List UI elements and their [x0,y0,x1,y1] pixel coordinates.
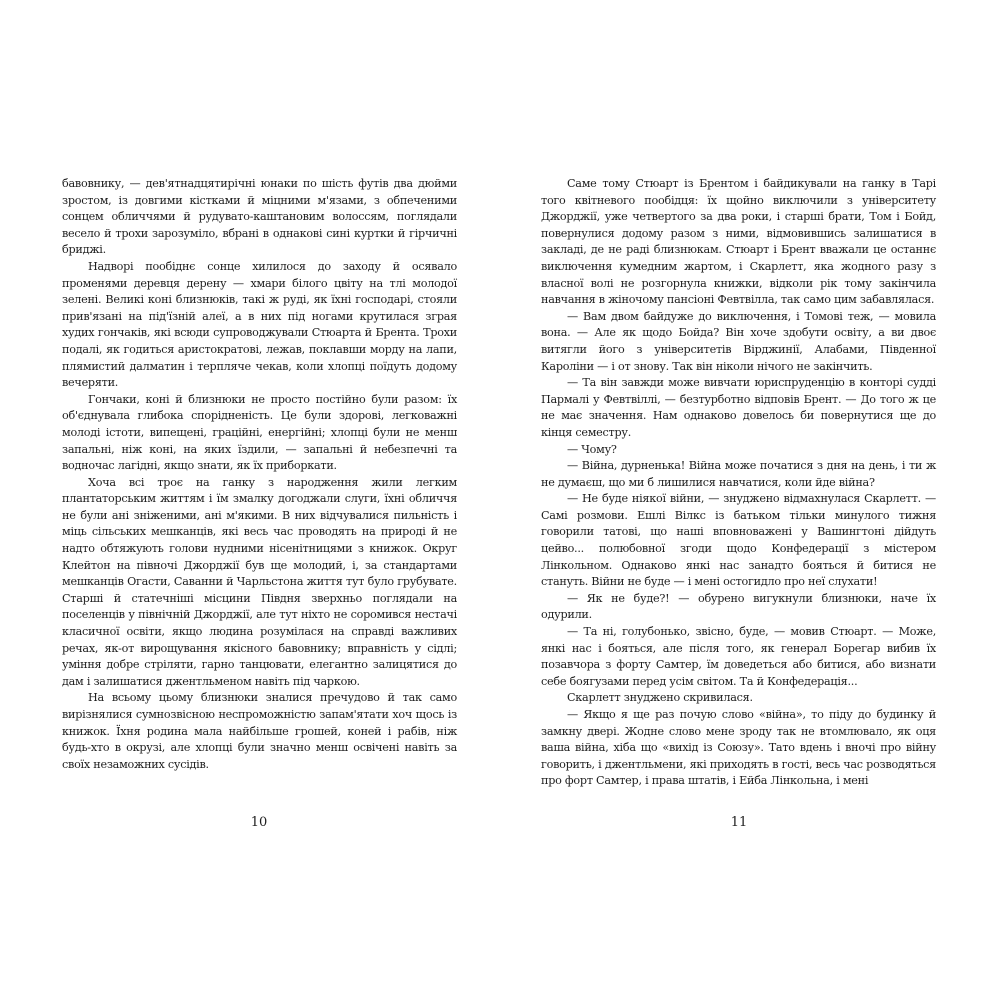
page-number-left: 10 [250,815,268,830]
left-paragraph-3: Гончаки, коні й близнюки не просто постійно були разом: їх об'єднувала глибока спорідненість. Це були здорові, легковажні молоді істоти, випещені, граційні, енергійні; хлопці були не менш запальні, ніж коні, на яких їздили, — запальні й небезпечні та водночас лагідні, якщо знати, як їх приборкати. [62,392,457,473]
right-paragraph-3: — Та він завжди може вивчати юриспруденцію в конторі судді Пармалі у Февтвіллі, — безтурботно відповів Брент. — До того ж це не має значення. Нам однаково довелось би повернутися ще до кінця семестру. [541,376,936,439]
right-page [541,176,936,790]
left-page [62,176,457,773]
right-paragraph-1: Саме тому Стюарт із Брентом і байдикували на ганку в Тарі того квітневого пообідця: їх щойно виключили з університету Джорджії, уже четвертого за два роки, і старші брати, Том і Бойд, повернулися додому разом з ними, відмовившись залишатися в закладі, де не раді близнюкам. Стюарт і Брент вважали це останнє виключення кумедним жартом, і Скарлетт, яка жодного разу з власної волі не розгорнула книжки, відколи рік тому закінчила навчання в жіночому пансіоні Февтвілла, так само цим забавлялася. [541,177,936,307]
right-paragraph-9: Скарлетт знуджено скривилася. [567,691,753,705]
left-paragraph-4: Хоча всі троє на ганку з народження жили легким плантаторським життям і їм змалку догоджали слуги, їхні обличчя не були ані зніженими, ані м'якими. В них відчувалися пильність і міць сільських мешканців, які весь час проводять на природі й не надто обтяжують голови нудними нісенітницями з книжок. Округ Клейтон на півночі Джорджії був ще молодий, і, за стандартами мешканців Огасти, Саванни й Чарльстона життя тут було грубувате. Старші й статечніші місцини Півдня зверхньо поглядали на поселенців у північній Джорджії, але тут ніхто не соромився нестачі класичної освіти, якщо людина розумілася на справді важливих речах, як-от вирощування якісного бавовнику; вправність у сідлі; уміння добре стріляти, гарно танцювати, елегантно залицятися до дам і залишатися джентльменом навіть під чаркою. [62,475,457,688]
left-paragraph-5: На всьому цьому близнюки зналися пречудово й так само вирізнялися сумнозвісною неспроможністю запам'ятати хоч щось із книжок. Їхня родина мала найбільше грошей, коней і рабів, ніж будь-хто в окрузі, але хлопці були значно менш освічені навіть за своїх незаможних сусідів. [62,691,457,771]
right-paragraph-6: — Не буде ніякої війни, — знуджено відмахнулася Скарлетт. — Самі розмови. Ешлі Вілкс із батьком тільки минулого тижня говорили татові, що наші вповноважені у Вашингтоні дійдуть цейво... полюбовної згоди щодо Конфедерації з містером Лінкольном. Однаково янкі нас занадто бояться й битися не стануть. Війни не буде — і мені остогидло про неї слухати! [541,492,936,589]
right-paragraph-4: — Чому? [567,442,617,456]
right-paragraph-10: — Якщо я ще раз почую слово «війна», то піду до будинку й замкну двері. Жодне слово мене зроду так не втомлювало, як оця ваша війна, хіба що «вихід із Союзу». Тато вдень і вночі про війну говорить, і джентльмени, які приходять в гості, весь час розводяться про форт Самтер, і права штатів, і Ейба Лінкольна, і мені [541,708,936,788]
left-paragraph-2: Надворі пообіднє сонце хилилося до заходу й осявало променями деревця дерену — хмари білого цвіту на тлі молодої зелені. Великі коні близнюків, такі ж руді, як їхні господарі, стояли прив'язані на під'їзній алеї, а в них під ногами крутилася зграя худих гончаків, які всюди супроводжували Стюарта й Брента. Трохи подалі, як годиться аристократові, лежав, поклавши морду на лапи, плямистий далматин і терпляче чекав, коли хлопці поїдуть додому вечеряти. [62,259,457,390]
left-paragraph-1: бавовнику, — дев'ятнадцятирічні юнаки по шість футів два дюйми зростом, із довгими кістками й міцними м'язами, з обпеченими сонцем обличчями й рудувато-каштановим волоссям, поглядали весело й трохи зарозуміло, вбрані в однакові сині куртки й гірчичні бриджі. [62,177,457,257]
right-paragraph-5: — Війна, дурненька! Війна може початися з дня на день, і ти ж не думаєш, що ми б лишилися навчатися, коли йде війна? [541,459,936,489]
right-paragraph-8: — Та ні, голубонько, звісно, буде, — мовив Стюарт. — Може, янкі нас і бояться, але після того, як генерал Борегар вибив їх позавчора з форту Самтер, їм доведеться або битися, або визнати себе боягузами перед усім світом. Та й Конфедерація... [541,625,936,688]
page-number-right: 11 [730,815,748,830]
right-paragraph-7: — Як не буде?! — обурено вигукнули близнюки, наче їх одурили. [541,591,936,622]
right-paragraph-2: — Вам двом байдуже до виключення, і Томові теж, — мовила вона. — Але як щодо Бойда? Він хоче здобути освіту, а ви двоє витягли його з університетів Вірджинії, Алабами, Південної Кароліни — і от знову. Так він ніколи нічого не закінчить. [541,309,936,373]
